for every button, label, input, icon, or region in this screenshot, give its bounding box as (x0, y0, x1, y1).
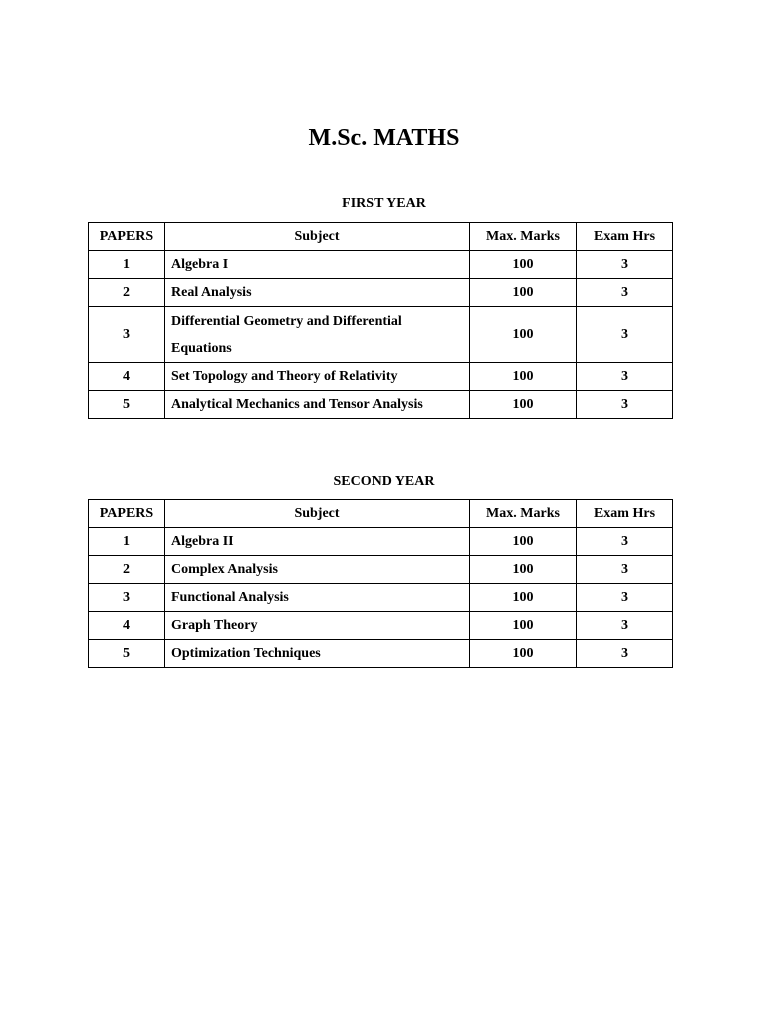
paper-number: 1 (89, 528, 165, 556)
table-row (89, 391, 673, 419)
exam-hours: 3 (577, 612, 673, 640)
paper-number: 2 (89, 556, 165, 584)
paper-number: 5 (89, 640, 165, 668)
max-marks: 100 (470, 556, 577, 584)
exam-hours: 3 (577, 556, 673, 584)
table-row (89, 584, 673, 612)
exam-hours: 3 (577, 391, 673, 419)
paper-number: 4 (89, 363, 165, 391)
max-marks: 100 (470, 251, 577, 279)
table-header-row (89, 223, 673, 251)
exam-hours: 3 (577, 528, 673, 556)
subject-name: Functional Analysis (165, 584, 470, 612)
table-row (89, 251, 673, 279)
max-marks: 100 (470, 612, 577, 640)
subject-name: Set Topology and Theory of Relativity (165, 363, 470, 391)
max-marks: 100 (470, 363, 577, 391)
exam-hours: 3 (577, 307, 673, 363)
paper-number: 1 (89, 251, 165, 279)
subject-column-header: Subject (165, 223, 470, 251)
max-marks: 100 (470, 584, 577, 612)
second-year-heading: SECOND YEAR (333, 474, 435, 489)
max-marks: 100 (470, 307, 577, 363)
subject-name: Graph Theory (165, 612, 470, 640)
subject-name: Algebra I (165, 251, 470, 279)
subject-name: Real Analysis (165, 279, 470, 307)
max-marks-column-header: Max. Marks (470, 223, 577, 251)
table-row (89, 640, 673, 668)
subject-name: Complex Analysis (165, 556, 470, 584)
max-marks-column-header: Max. Marks (470, 500, 577, 528)
exam-hours: 3 (577, 279, 673, 307)
exam-hrs-column-header: Exam Hrs (577, 500, 673, 528)
subject-name: Optimization Techniques (165, 640, 470, 668)
max-marks: 100 (470, 391, 577, 419)
table-header-row (89, 500, 673, 528)
table-row (89, 528, 673, 556)
exam-hrs-column-header: Exam Hrs (577, 223, 673, 251)
subject-name: Differential Geometry and Differential Equations (165, 307, 470, 363)
exam-hours: 3 (577, 584, 673, 612)
papers-column-header: PAPERS (89, 223, 165, 251)
table-row (89, 279, 673, 307)
table-row (89, 556, 673, 584)
paper-number: 3 (89, 307, 165, 363)
second-year-table (88, 499, 673, 668)
paper-number: 5 (89, 391, 165, 419)
subject-column-header: Subject (165, 500, 470, 528)
max-marks: 100 (470, 640, 577, 668)
max-marks: 100 (470, 528, 577, 556)
first-year-table (88, 222, 673, 419)
exam-hours: 3 (577, 363, 673, 391)
max-marks: 100 (470, 279, 577, 307)
subject-name: Algebra II (165, 528, 470, 556)
table-row (89, 363, 673, 391)
paper-number: 2 (89, 279, 165, 307)
document-title: M.Sc. MATHS (308, 125, 460, 151)
subject-name: Analytical Mechanics and Tensor Analysis (165, 391, 470, 419)
paper-number: 3 (89, 584, 165, 612)
first-year-heading: FIRST YEAR (342, 196, 426, 211)
table-row (89, 307, 673, 363)
table-row (89, 612, 673, 640)
paper-number: 4 (89, 612, 165, 640)
exam-hours: 3 (577, 640, 673, 668)
exam-hours: 3 (577, 251, 673, 279)
papers-column-header: PAPERS (89, 500, 165, 528)
